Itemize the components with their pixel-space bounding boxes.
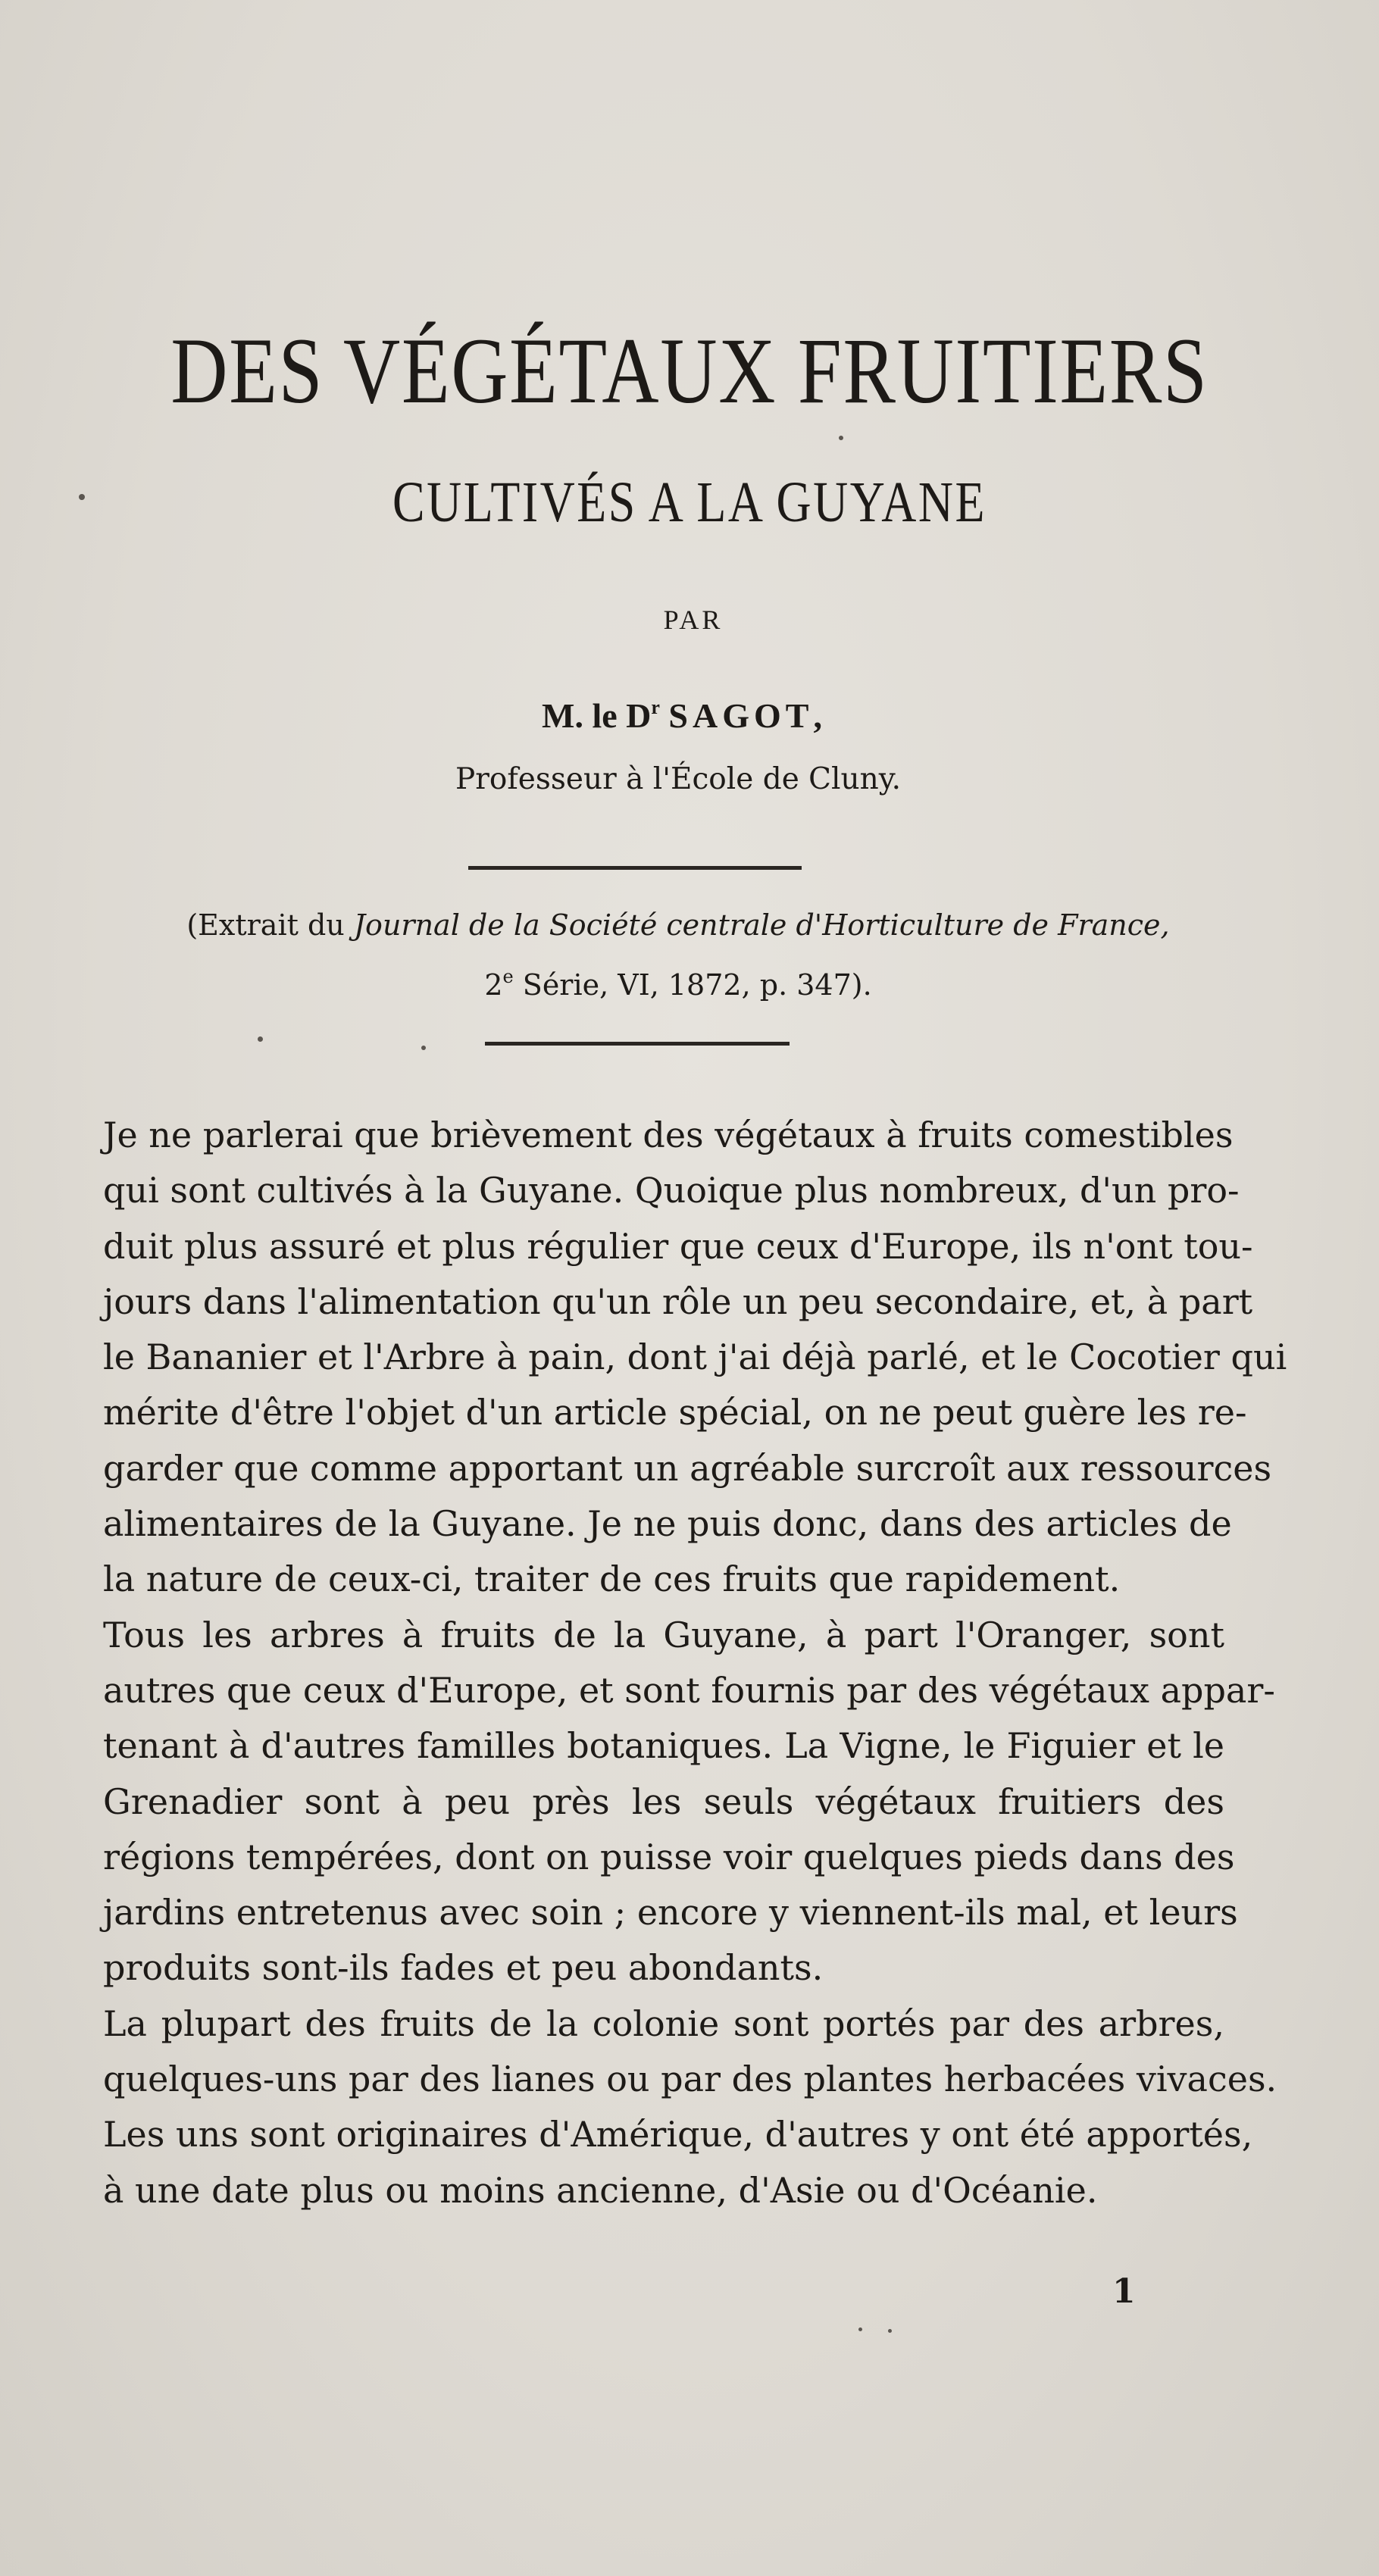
author-prefix: M. le D <box>542 696 652 735</box>
author-suffix: , <box>813 696 822 735</box>
paper-speck <box>421 1046 426 1050</box>
paper-speck <box>858 2327 862 2331</box>
text-line: mérite d'être l'objet d'un article spécial, on ne peut guère les re- <box>103 1392 1247 1433</box>
paper-speck <box>258 1036 263 1042</box>
text-line: garder que comme apportant un agréable surcroît aux ressources <box>103 1447 1272 1489</box>
text-line: Tous les arbres à fruits de la Guyane, à part l'Oranger, sont <box>103 1614 1224 1655</box>
paragraph <box>103 1608 1275 1996</box>
author-line <box>0 686 1364 737</box>
text-line: jours dans l'alimentation qu'un rôle un peu secondaire, et, à part <box>103 1280 1253 1322</box>
document-subtitle: CULTIVÉS A LA GUYANE <box>392 470 987 534</box>
extract-details: Série, VI, 1872, p. 347). <box>513 968 872 1002</box>
text-line: tenant à d'autres familles botaniques. La Vigne, le Figuier et le <box>103 1725 1224 1767</box>
text-line: qui sont cultivés à la Guyane. Quoique plus nombreux, d'un pro- <box>103 1170 1240 1211</box>
paper-speck <box>888 2329 892 2333</box>
extract-journal: Journal de la Société centrale d'Horticulture de France, <box>353 908 1170 942</box>
author-name: SAGOT <box>668 696 814 735</box>
text-line: Les uns sont originaires d'Amérique, d'autres y ont été apportés, <box>103 2114 1253 2156</box>
paragraph <box>103 1996 1277 2218</box>
divider-top <box>468 866 802 870</box>
text-line: la nature de ceux-ci, traiter de ces fruits que rapidement. <box>103 1558 1121 1600</box>
text-line: Grenadier sont à peu près les seuls végétaux fruitiers des <box>103 1780 1224 1822</box>
text-line: produits sont-ils fades et peu abondants. <box>103 1947 824 1989</box>
author-affiliation: Professeur à l'École de Cluny. <box>455 762 901 796</box>
paper-speck <box>79 494 85 500</box>
author-prefix-sup: r <box>651 696 660 718</box>
extract-citation-line-2 <box>0 958 1356 1004</box>
text-line: autres que ceux d'Europe, et sont fournis par des végétaux appar- <box>103 1669 1275 1711</box>
extract-open: (Extrait du <box>186 908 354 942</box>
extract-citation-line-1 <box>0 906 1356 944</box>
document-title: DES VÉGÉTAUX FRUITIERS <box>170 319 1209 423</box>
text-line: le Bananier et l'Arbre à pain, dont j'ai déjà parlé, et le Cocotier qui <box>103 1336 1287 1378</box>
text-line: régions tempérées, dont on puisse voir quelques pieds dans des <box>103 1836 1235 1877</box>
extract-series-num: 2 <box>484 968 503 1002</box>
divider-bottom <box>485 1042 790 1046</box>
text-line: quelques-uns par des lianes ou par des plantes herbacées vivaces. <box>103 2059 1277 2100</box>
paragraph <box>103 1108 1287 1608</box>
body-text <box>103 1108 1287 2218</box>
signature-mark: 1 <box>1112 2272 1136 2311</box>
paper-speck <box>839 436 843 440</box>
byline-label: PAR <box>663 605 724 635</box>
text-line: à une date plus ou moins ancienne, d'Asie ou d'Océanie. <box>103 2169 1098 2211</box>
text-line: alimentaires de la Guyane. Je ne puis donc, dans des articles de <box>103 1503 1232 1545</box>
extract-series-sup: e <box>502 966 514 987</box>
text-line: La plupart des fruits de la colonie sont portés par des arbres, <box>103 2002 1224 2044</box>
text-line: Je ne parlerai que brièvement des végétaux à fruits comestibles <box>103 1114 1234 1155</box>
text-line: duit plus assuré et plus régulier que ceux d'Europe, ils n'ont tou- <box>103 1225 1253 1267</box>
text-line: jardins entretenus avec soin ; encore y viennent-ils mal, et leurs <box>103 1892 1238 1934</box>
